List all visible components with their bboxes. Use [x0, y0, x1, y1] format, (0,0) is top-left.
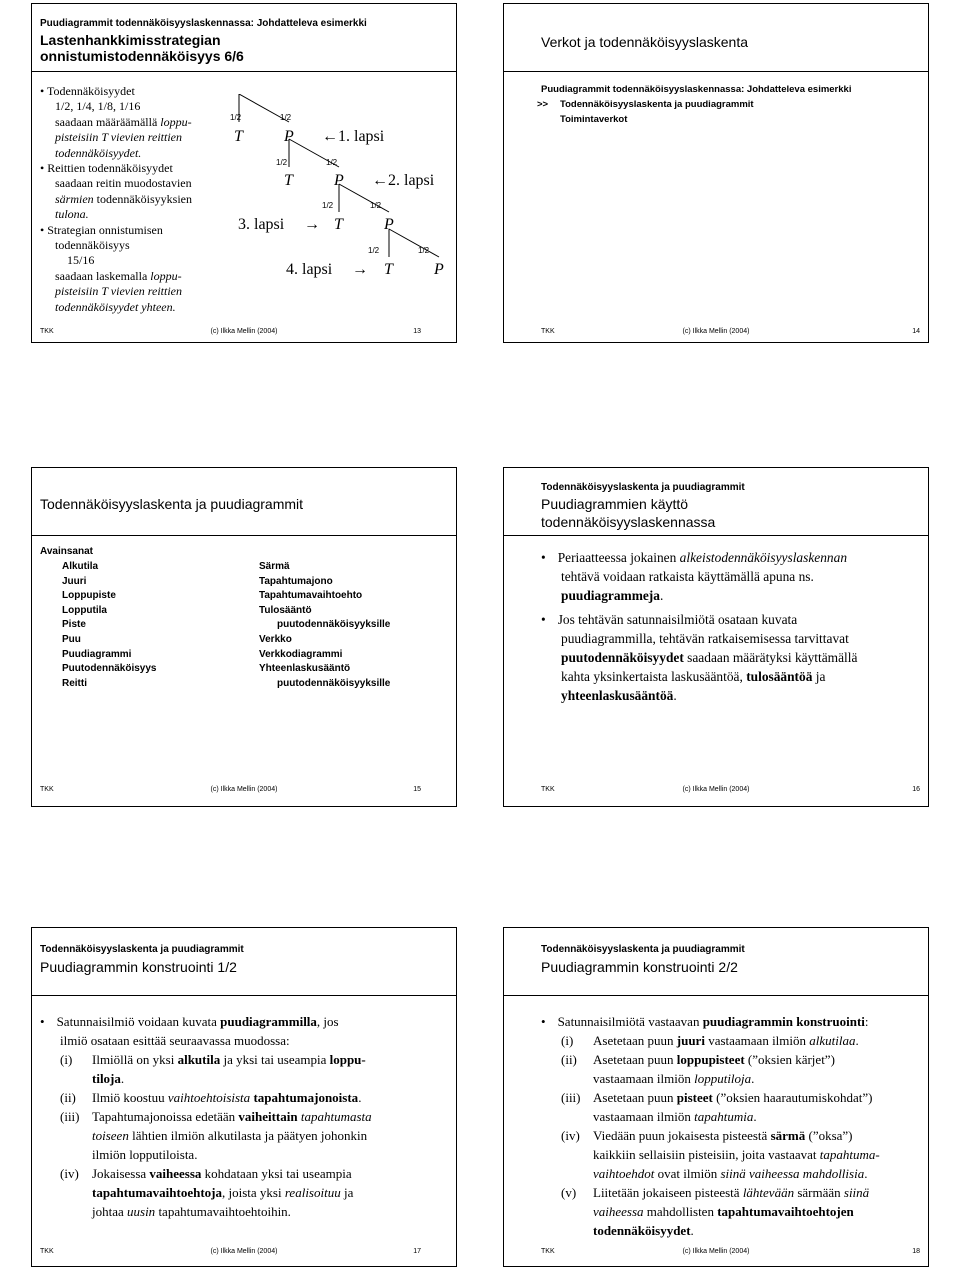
keyword: Piste [62, 619, 86, 631]
intro: • Satunnaisilmiö voidaan kuvata puudiagrammilla, jos ilmiö osataan esittää seuraavassa muodossa: [40, 1014, 339, 1048]
slide-16 [503, 467, 929, 807]
keyword: Tapahtumajono [259, 575, 333, 587]
item-v: (v) Liitetään jokaiseen pisteestä lähtevään särmään siinä vaiheessa mahdollisten tapahtumavaihtoehtojen todennäköisyydet. [561, 1185, 870, 1238]
node-p: P [384, 216, 394, 233]
arrow-left-icon: ← [372, 172, 388, 189]
toc-current-marker: >> [537, 99, 549, 110]
toc-item-2: Todennäköisyyslaskenta ja puudiagrammit [560, 99, 754, 110]
item-iv: (iv) Viedään puun jokaisesta pisteestä särmä (”oksa”) kaikkiin sellaisiin pisteisiin, joita vastaavat tapahtuma- vaihtoehdot ovat ilmiön siinä vaiheessa mahdollisia. [561, 1128, 880, 1181]
keywords-column-2 [259, 560, 390, 691]
footer-copyright: (c) Ilkka Mellin (2004) [210, 328, 278, 335]
bullet-list [40, 84, 230, 315]
footer-org: TKK [541, 328, 555, 335]
slide-subtitle: Todennäköisyyslaskenta ja puudiagrammit [541, 482, 745, 493]
slide-title-line2: todennäköisyyslaskennassa [541, 514, 716, 530]
keyword: Yhteenlaskusääntö [259, 663, 351, 675]
arrow-right-icon: → [352, 261, 368, 278]
page-number: 13 [413, 328, 421, 335]
node-p: P [434, 261, 444, 278]
prob-label: 1/2 [370, 201, 382, 210]
slide-title-line1: Lastenhankkimisstrategian [40, 32, 221, 48]
slide-subtitle: Puudiagrammit todennäköisyyslaskennassa: Johdatteleva esimerkki [40, 18, 367, 29]
slide-title-line2: onnistumistodennäköisyys 6/6 [40, 48, 244, 64]
slide-title: Puudiagrammin konstruointi 1/2 [40, 959, 237, 975]
keyword: Verkko [259, 633, 292, 645]
title-rule [32, 71, 456, 72]
title-rule [504, 71, 928, 72]
footer-org: TKK [40, 328, 54, 335]
footer-org: TKK [541, 1248, 555, 1255]
item-iii: (iii) Asetetaan puun pisteet (”oksien haarautumiskohdat”) vastaamaan ilmiön tapahtumia. [561, 1090, 873, 1124]
bullet-2: • Reittien todennäköisyydet saadaan reitin muodostavien särmien todennäköisyyksien tulona. [40, 161, 192, 222]
slide-15 [31, 467, 457, 807]
keyword: puutodennäköisyyksille [277, 677, 391, 689]
slide-title: Todennäköisyyslaskenta ja puudiagrammit [40, 496, 304, 512]
arrow-right-icon: → [304, 216, 320, 233]
item-iii: (iii) Tapahtumajonoissa edetään vaiheittain tapahtumasta toiseen lähtien ilmiön alkutilasta ja päätyen johonkin ilmiön lopputiloista. [60, 1109, 372, 1162]
stage-label-1: 1. lapsi [338, 128, 385, 145]
page-number: 16 [912, 786, 920, 793]
slide-subtitle: Todennäköisyyslaskenta ja puudiagrammit [40, 944, 244, 955]
footer-copyright: (c) Ilkka Mellin (2004) [682, 328, 750, 335]
keyword: Tulosääntö [259, 604, 312, 616]
keyword: puutodennäköisyyksille [277, 619, 391, 631]
prob-label: 1/2 [368, 246, 380, 255]
toc-item-1: Puudiagrammit todennäköisyyslaskennassa: Johdatteleva esimerkki [541, 84, 852, 95]
body-text [541, 1012, 880, 1240]
node-p: P [334, 172, 344, 189]
keyword: Puu [62, 633, 81, 645]
keyword: Reitti [62, 677, 87, 689]
bullet-list [541, 548, 857, 705]
node-t: T [334, 216, 343, 233]
prob-label: 1/2 [418, 246, 430, 255]
title-rule [32, 535, 456, 536]
bullet-1: • Periaatteessa jokainen alkeistodennäköisyyslaskennan tehtävä voidaan ratkaista käyttämällä apuna ns. puudiagrammeja. [541, 550, 848, 603]
page-number: 18 [912, 1248, 920, 1255]
keyword: Juuri [62, 575, 87, 587]
prob-label: 1/2 [322, 201, 334, 210]
slide-18 [503, 927, 929, 1267]
item-ii: (ii) Ilmiö koostuu vaihtoehtoisista tapahtumajonoista. [60, 1090, 362, 1105]
stage-label-4: 4. lapsi [286, 261, 333, 278]
prob-label: 1/2 [276, 158, 288, 167]
keyword: Tapahtumavaihtoehto [259, 590, 363, 602]
title-rule [504, 535, 928, 536]
page-number: 14 [912, 328, 920, 335]
footer-copyright: (c) Ilkka Mellin (2004) [682, 786, 750, 793]
title-rule [32, 995, 456, 996]
slide-13 [31, 3, 457, 343]
keyword: Särmä [259, 561, 290, 572]
keyword: Puudiagrammi [62, 648, 132, 660]
slide-title: Puudiagrammin konstruointi 2/2 [541, 959, 738, 975]
stage-label-2: 2. lapsi [388, 172, 435, 189]
prob-label: 1/2 [326, 158, 338, 167]
footer-org: TKK [541, 786, 555, 793]
slide-title: Verkot ja todennäköisyyslaskenta [541, 34, 749, 50]
keyword: Puutodennäköisyys [62, 663, 157, 675]
slide-14 [503, 3, 929, 343]
intro: • Satunnaisilmiötä vastaavan puudiagrammin konstruointi: [541, 1014, 869, 1029]
footer-org: TKK [40, 786, 54, 793]
item-i: (i) Ilmiöllä on yksi alkutila ja yksi tai useampia loppu- tiloja. [60, 1052, 366, 1086]
keyword: Lopputila [62, 604, 107, 616]
keyword: Loppupiste [62, 590, 116, 602]
footer-copyright: (c) Ilkka Mellin (2004) [210, 1248, 278, 1255]
item-i: (i) Asetetaan puun juuri vastaamaan ilmiön alkutilaa. [561, 1033, 859, 1048]
bullet-2: • Jos tehtävän satunnaisilmiötä osataan kuvata puudiagrammilla, tehtävän ratkaisemisessa tarvittavat puutodennäköisyydet saadaan määrätyksi käyttämällä kahta yksinkertaista laskusääntöä, tulosääntöä ja yhteenlaskusääntöä. [541, 612, 858, 703]
page-number: 17 [413, 1248, 421, 1255]
toc-item-3: Toimintaverkot [560, 114, 628, 125]
bullet-3: • Strategian onnistumisen todennäköisyys 15/16 saadaan laskemalla loppu- pisteisiin T vievien reittien todennäköisyydet yhteen. [40, 222, 182, 314]
node-t: T [384, 261, 393, 278]
title-rule [504, 995, 928, 996]
prob-label: 1/2 [280, 113, 292, 122]
prob-label: 1/2 [230, 113, 242, 122]
keywords-column-1 [62, 560, 156, 691]
footer-org: TKK [40, 1248, 54, 1255]
stage-label-3: 3. lapsi [238, 216, 285, 233]
slide-title-line1: Puudiagrammien käyttö [541, 496, 689, 512]
node-p: P [284, 128, 294, 145]
keywords-heading: Avainsanat [40, 546, 93, 557]
page-number: 15 [413, 786, 421, 793]
slide-17 [31, 927, 457, 1267]
footer-copyright: (c) Ilkka Mellin (2004) [210, 786, 278, 793]
body-text [40, 1012, 372, 1221]
node-t: T [234, 128, 243, 145]
item-ii: (ii) Asetetaan puun loppupisteet (”oksien kärjet”) vastaamaan ilmiön lopputiloja. [561, 1052, 835, 1086]
keyword: Alkutila [62, 561, 99, 572]
footer-copyright: (c) Ilkka Mellin (2004) [682, 1248, 750, 1255]
arrow-left-icon: ← [322, 128, 338, 145]
node-t: T [284, 172, 293, 189]
slide-subtitle: Todennäköisyyslaskenta ja puudiagrammit [541, 944, 745, 955]
keyword: Verkkodiagrammi [259, 648, 343, 660]
bullet-1: • Todennäköisyydet 1/2, 1/4, 1/8, 1/16 saadaan määräämällä loppu- pisteisiin T vievien reittien todennäköisyydet. [40, 84, 192, 160]
item-iv: (iv) Jokaisessa vaiheessa kohdataan yksi tai useampia tapahtumavaihtoehtoja, joista yksi realisoituu ja johtaa uusin tapahtumavaihtoehtoihin. [60, 1166, 354, 1219]
